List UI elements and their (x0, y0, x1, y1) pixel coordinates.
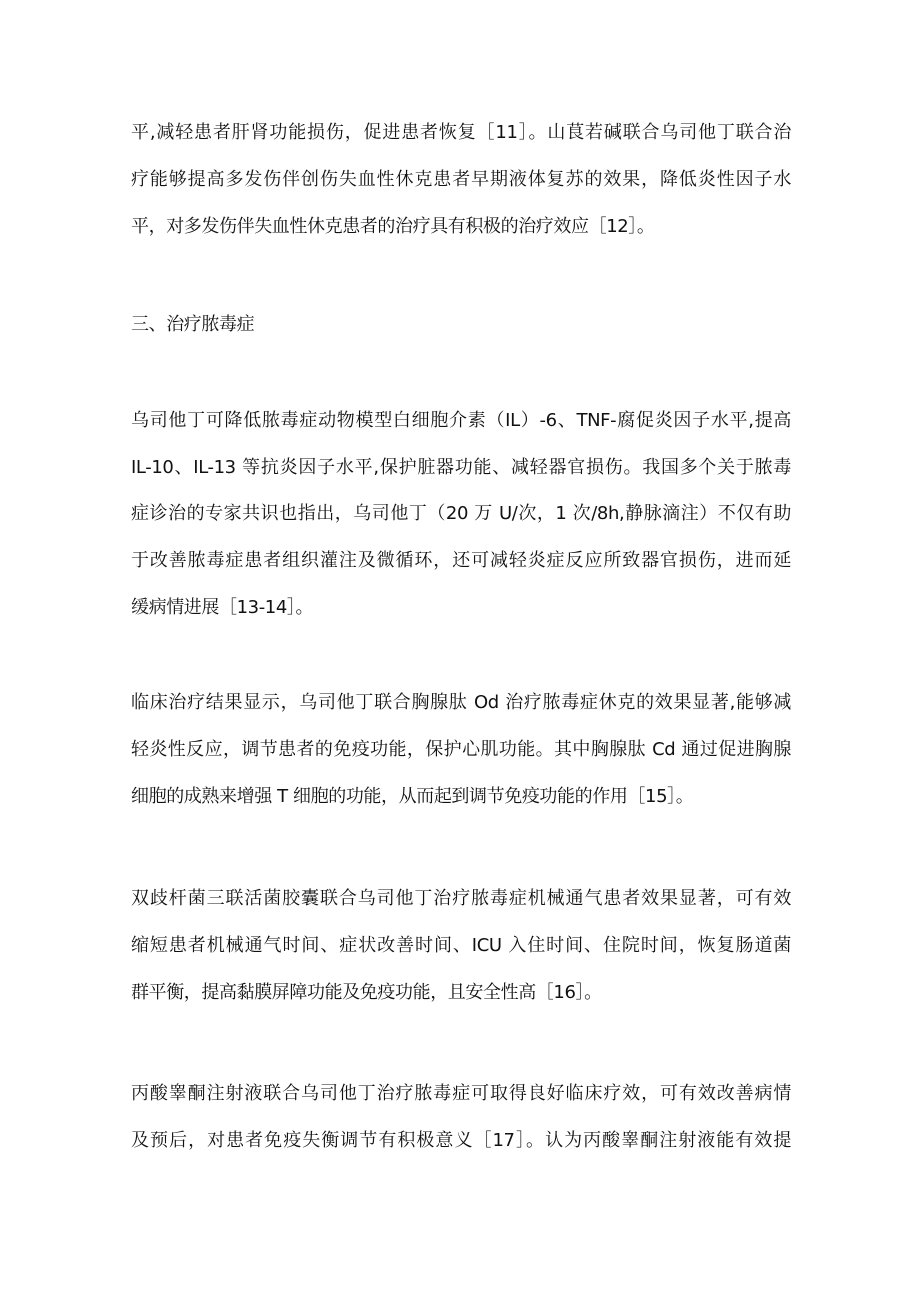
paragraph-2-line-1: 乌司他丁可降低脓毒症动物模型白细胞介素（IL）-6、TNF-腐促炎因子水平,提高 (131, 410, 791, 431)
paragraph-1-line-2: 疗能够提高多发伤伴创伤失血性休克患者早期液体复苏的效果，降低炎性因子水 (131, 169, 791, 190)
paragraph-4-line-3: 群平衡，提高黏膜屏障功能及免疫功能，且安全性高［16］。 (131, 982, 602, 1003)
paragraph-3-line-2: 轻炎性反应，调节患者的免疫功能，保护心肌功能。其中胸腺肽 Cd 通过促进胸腺 (131, 739, 791, 760)
paragraph-3-line-3: 细胞的成熟来增强 T 细胞的功能，从而起到调节免疫功能的作用［15］。 (131, 786, 694, 807)
paragraph-4-line-2: 缩短患者机械通气时间、症状改善时间、ICU 入住时间、住院时间，恢复肠道菌 (131, 935, 791, 956)
paragraph-2-line-3: 症诊治的专家共识也指出，乌司他丁（20 万 U/次，1 次/8h,静脉滴注）不仅有助 (131, 503, 791, 524)
section-heading: 三、治疗脓毒症 (131, 314, 255, 335)
paragraph-5-line-1: 丙酸睾酮注射液联合乌司他丁治疗脓毒症可取得良好临床疗效，可有效改善病情 (131, 1083, 791, 1104)
paragraph-2-line-2: IL-10、IL-13 等抗炎因子水平,保护脏器功能、减轻器官损伤。我国多个关于脓毒 (131, 457, 791, 478)
paragraph-1-line-1: 平,减轻患者肝肾功能损伤，促进患者恢复［11］。山茛若碱联合乌司他丁联合治 (131, 122, 791, 143)
paragraph-4-line-1: 双歧杆菌三联活菌胶囊联合乌司他丁治疗脓毒症机械通气患者效果显著，可有效 (131, 888, 791, 909)
paragraph-2-line-4: 于改善脓毒症患者组织灌注及微循环，还可减轻炎症反应所致器官损伤，进而延 (131, 550, 791, 571)
paragraph-1-line-3: 平，对多发伤伴失血性休克患者的治疗具有积极的治疗效应［12］。 (131, 216, 655, 237)
paragraph-5-line-2: 及预后，对患者免疫失衡调节有积极意义［17］。认为丙酸睾酮注射液能有效提 (131, 1130, 791, 1151)
paragraph-3-line-1: 临床治疗结果显示，乌司他丁联合胸腺肽 Od 治疗脓毒症休克的效果显著,能够减 (131, 692, 791, 713)
paragraph-2-line-5: 缓病情进展［13-14］。 (131, 597, 314, 618)
